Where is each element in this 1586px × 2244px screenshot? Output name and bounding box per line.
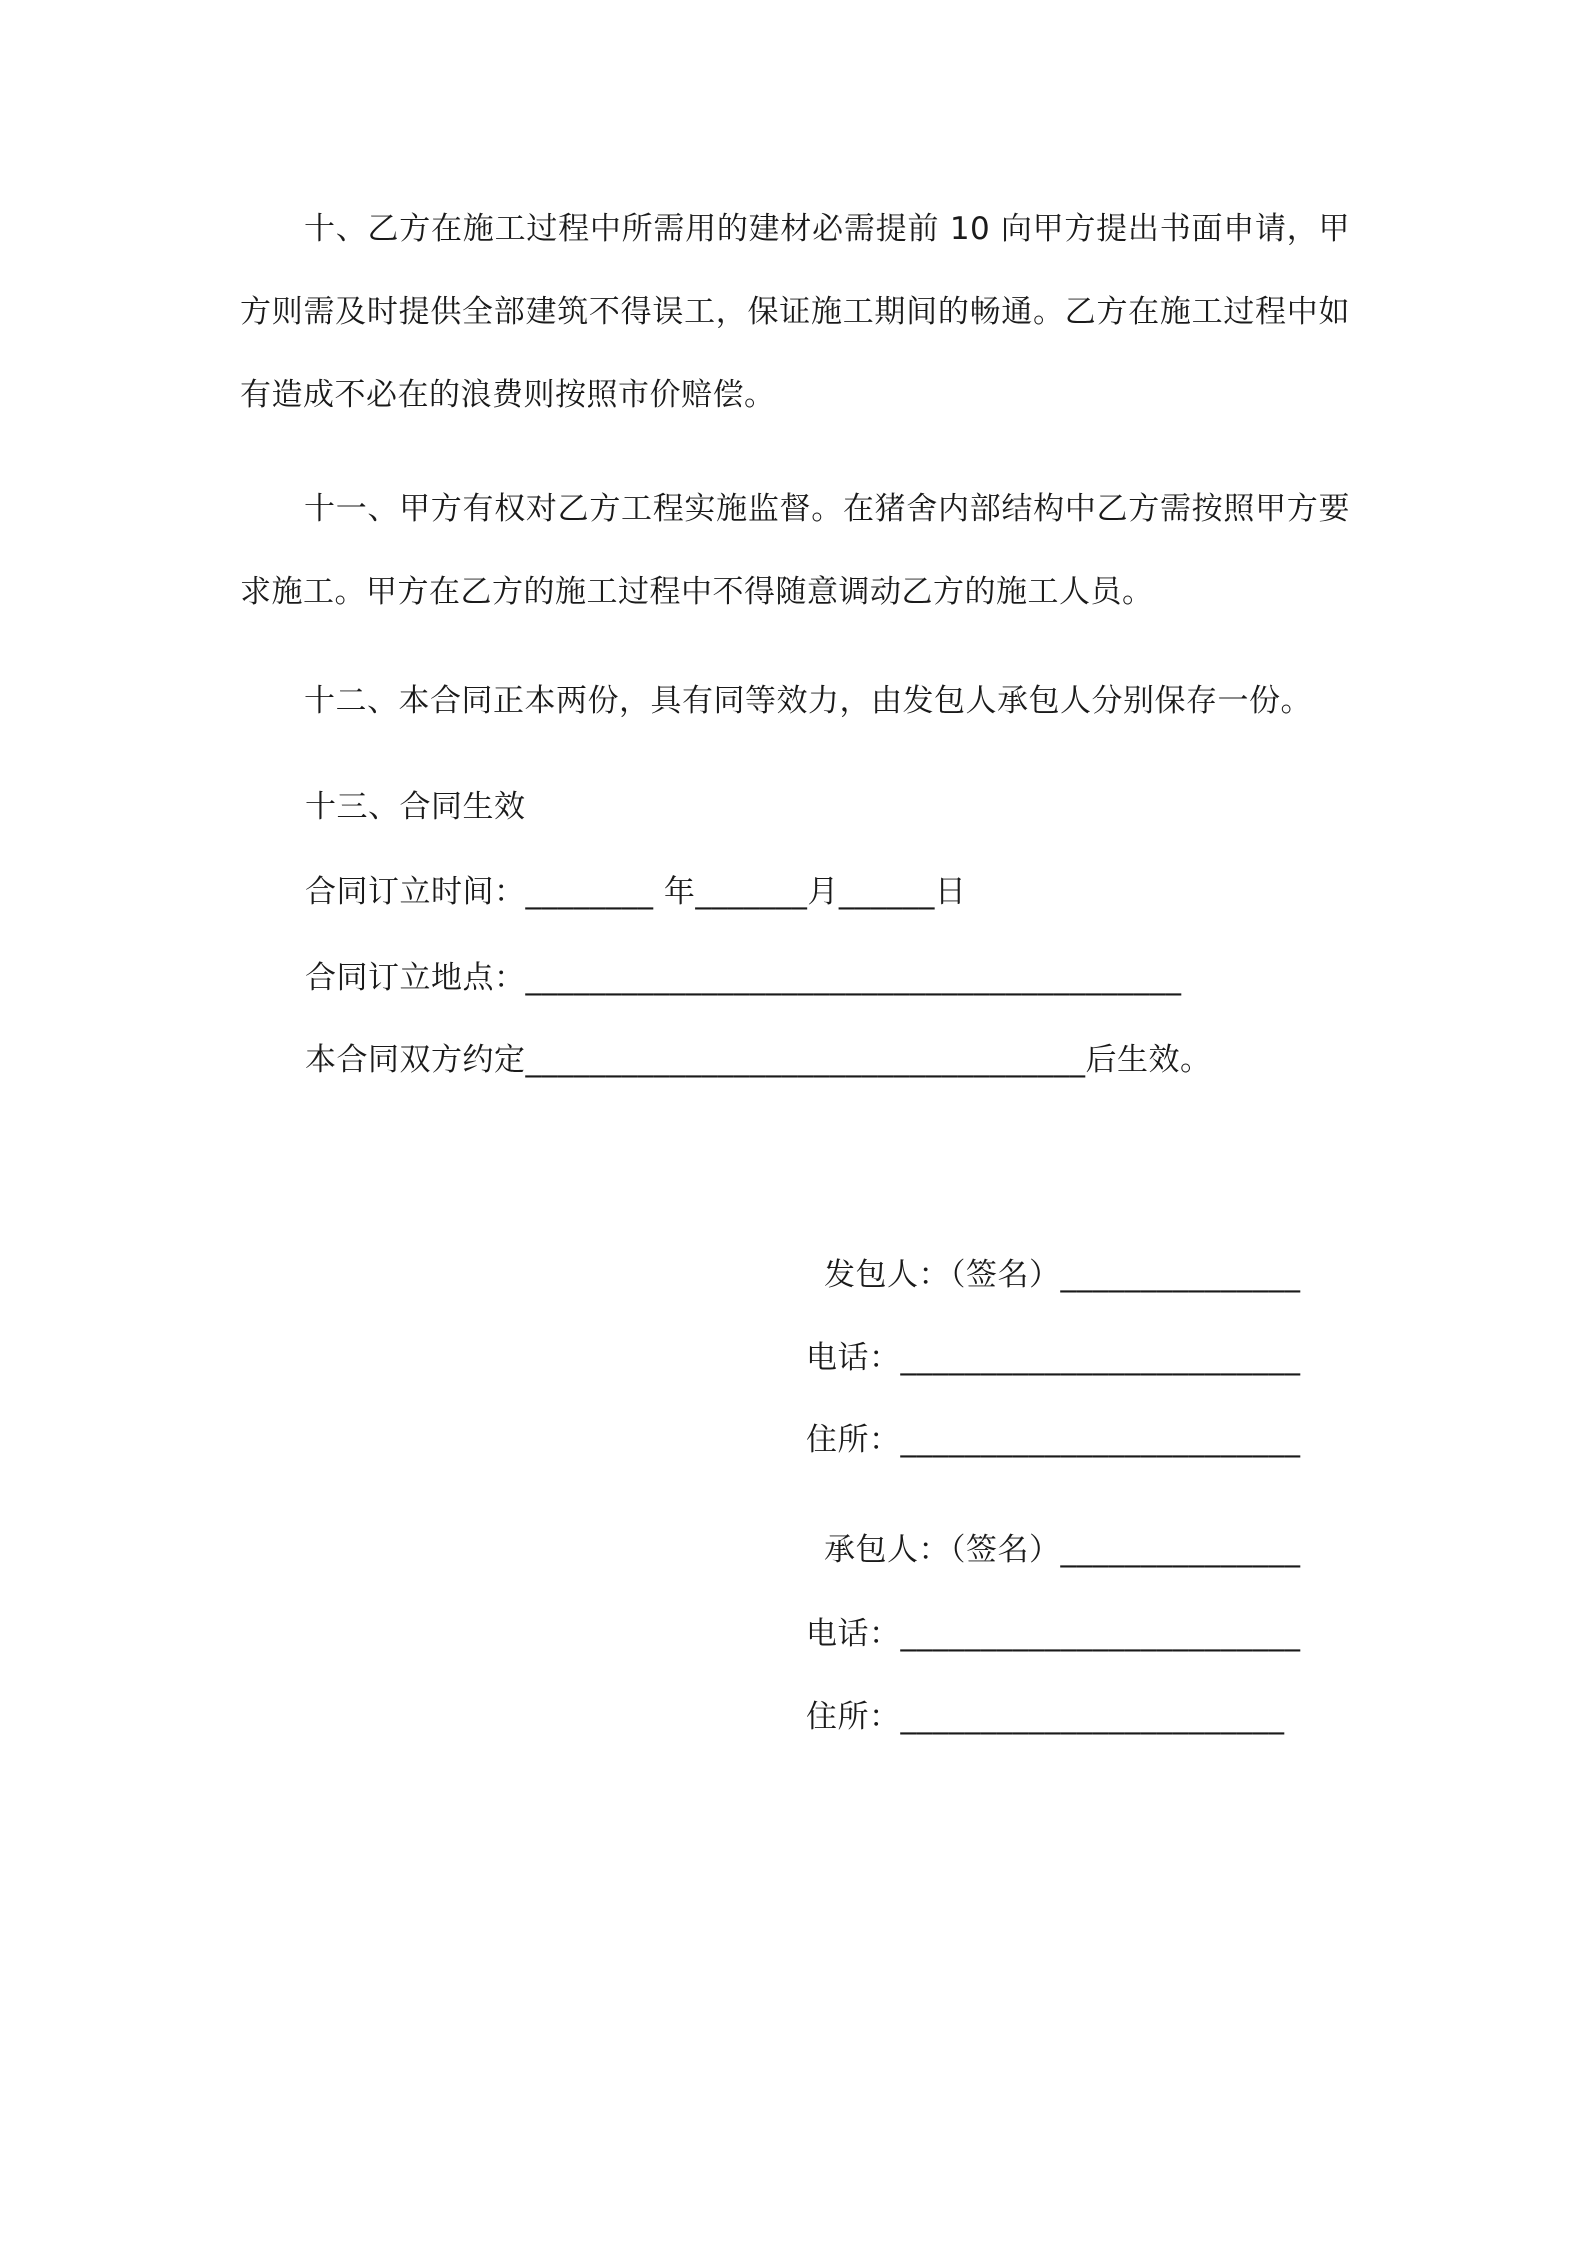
sign-place-line: 合同订立地点：_________________________________________: [305, 960, 1182, 996]
contractor-address-line: 住所：________________________: [806, 1699, 1285, 1735]
contractor-signature-line: 承包人：（签名）_______________: [824, 1532, 1301, 1568]
effective-condition-line: 本合同双方约定___________________________________后生效。: [305, 1042, 1212, 1078]
clause-10: 十、乙方在施工过程中所需用的建材必需提前 10 向甲方提出书面申请，甲方则需及时提供全部建筑不得误工，保证施工期间的畅通。乙方在施工过程中如有造成不必在的浪费则按照市价赔偿。: [240, 211, 1350, 413]
clause-11: 十一、甲方有权对乙方工程实施监督。在猪舍内部结构中乙方需按照甲方要求施工。甲方在乙方的施工过程中不得随意调动乙方的施工人员。: [240, 491, 1350, 610]
sign-date-line: 合同订立时间：________ 年_______月______日: [305, 874, 967, 910]
employer-address-line: 住所：_________________________: [806, 1422, 1301, 1458]
clause-13-title: 十三、合同生效: [305, 789, 526, 825]
contractor-phone-line: 电话：_________________________: [806, 1616, 1301, 1652]
employer-signature-line: 发包人：（签名）_______________: [824, 1257, 1301, 1293]
employer-phone-line: 电话：_________________________: [806, 1340, 1301, 1376]
clause-12: 十二、本合同正本两份，具有同等效力，由发包人承包人分别保存一份。: [304, 683, 1312, 719]
